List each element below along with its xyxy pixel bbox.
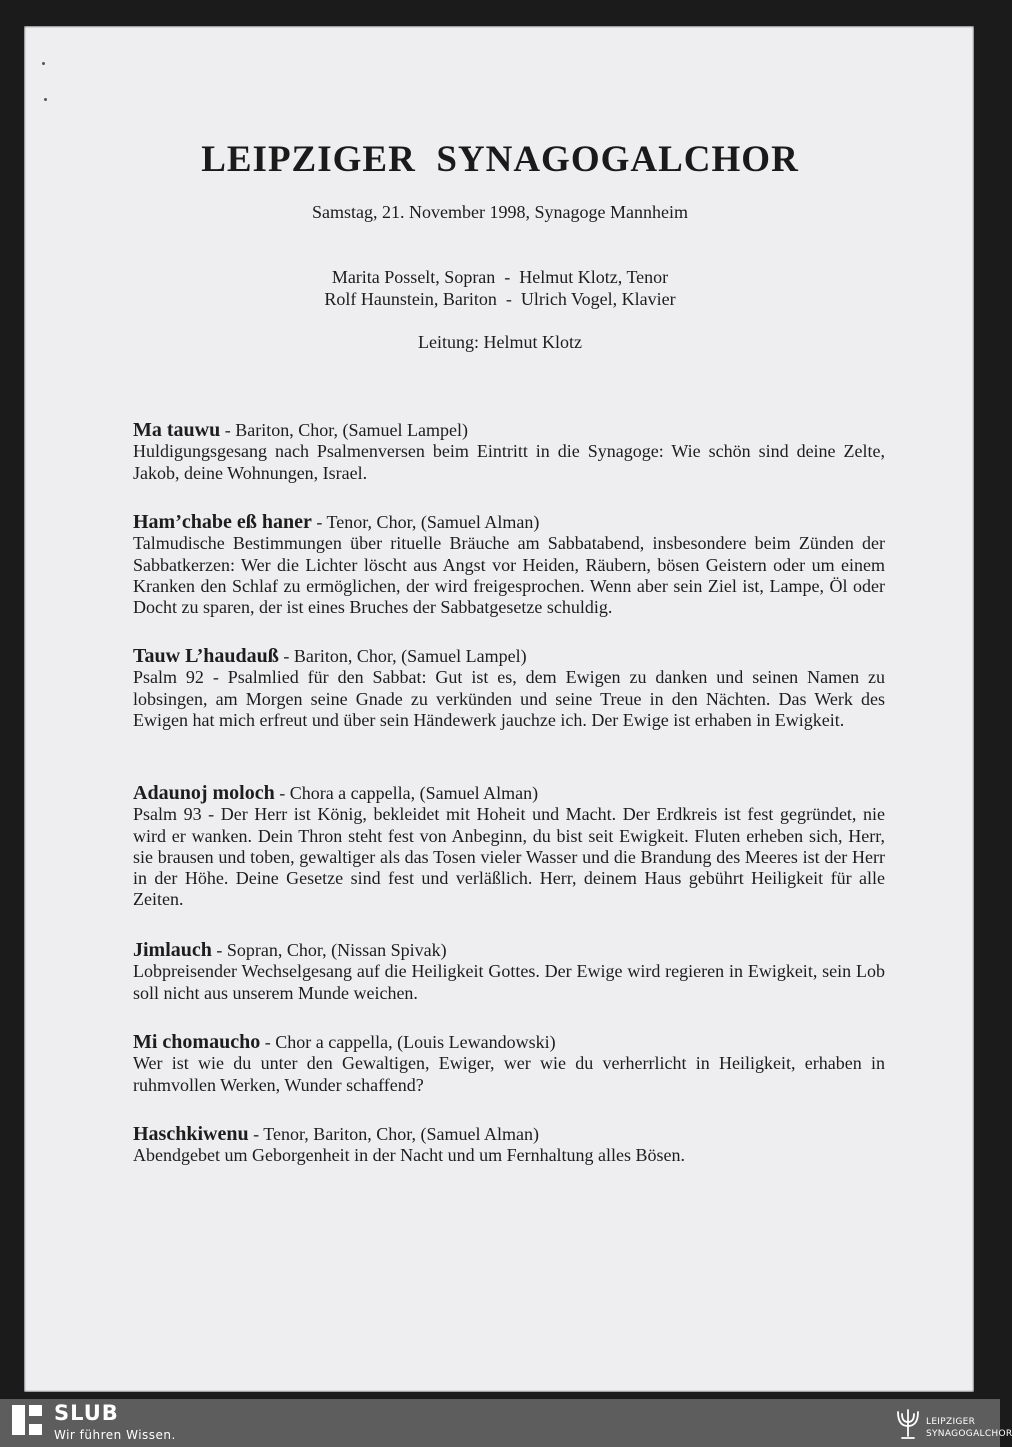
item-description: Lobpreisender Wechselgesang auf die Heiligkeit Gottes. Der Ewige wird regieren in Ewigkeit, sein Lob soll nicht aus unserem Munde weichen. [133, 961, 885, 1003]
slub-brand[interactable]: SLUB [54, 1401, 119, 1425]
item-title: Haschkiwenu [133, 1123, 249, 1145]
date-line: Samstag, 21. November 1998, Synagoge Mannheim [312, 202, 688, 222]
item-meta: - Sopran, Chor, (Nissan Spivak) [211, 940, 447, 960]
program-item [133, 783, 885, 911]
scan-speck [42, 62, 45, 65]
item-title: Mi chomaucho [133, 1031, 261, 1053]
performers-line-1: Marita Posselt, Sopran - Helmut Klotz, Tenor [331, 267, 669, 287]
item-title: Tauw L’haudauß [133, 645, 279, 667]
item-description: Huldigungsgesang nach Psalmenversen beim Eintritt in die Synagoge: Wie schön sind deine Zelte, Jakob, deine Wohnungen, Israel. [133, 441, 885, 483]
item-description: Psalm 93 - Der Herr ist König, bekleidet mit Hoheit und Macht. Der Erdkreis ist fest gegründet, nie wird er wanken. Dein Thron steht fest von Anbeginn, du bist seit Ewigkeit. Fluten erheben sich, Herr, sie brausen und toben, gewaltiger als das Tosen vieler Wasser und die Brandung des Meeres ist der Herr in der Höhe. Deine Gesetze sind fest und verläßlich. Herr, deinem Haus gebührt Heiligkeit für alle Zeiten. [133, 804, 885, 910]
slub-tagline: Wir führen Wissen. [54, 1428, 176, 1442]
item-title: Jimlauch [133, 939, 212, 961]
program-item [133, 1032, 885, 1096]
item-meta: - Tenor, Chor, (Samuel Alman) [311, 512, 540, 532]
item-description: Talmudische Bestimmungen über rituelle Bräuche am Sabbatabend, insbesondere beim Zünden der Sabbatkerzen: Wer die Lichter löscht aus Angst vor Heiden, Räubern, bösen Geistern oder um einem Kranken den Schlaf zu ermöglichen, der wird freigesprochen. Wenn aber sein Ziel ist, Lampe, Öl oder Docht zu sparen, der ist eines Bruches der Sabbatgesetze schuldig. [133, 533, 885, 618]
partner-line-1: LEIPZIGER [926, 1417, 976, 1427]
item-meta: - Bariton, Chor, (Samuel Lampel) [220, 420, 468, 440]
item-meta: - Chor a cappella, (Louis Lewandowski) [260, 1032, 556, 1052]
item-description: Psalm 92 - Psalmlied für den Sabbat: Gut ist es, dem Ewigen zu danken und seinen Namen zu lobsingen, am Morgen seine Gnade zu verkünden und seine Treue in den Nächten. Das Werk des Ewigen hat mich erfreut und über sein Händewerk jauchze ich. Der Ewige ist erhaben in Ewigkeit. [133, 667, 885, 730]
performers-line-2: Rolf Haunstein, Bariton - Ulrich Vogel, Klavier [324, 289, 676, 309]
page-title: LEIPZIGER SYNAGOGALCHOR [201, 139, 799, 180]
slub-logo-icon[interactable] [12, 1405, 42, 1435]
item-title: Adaunoj moloch [133, 782, 275, 804]
scan-speck [44, 98, 47, 101]
program-item [133, 646, 885, 731]
menorah-icon [894, 1404, 922, 1442]
program-item [133, 940, 885, 1004]
program-item [133, 1124, 885, 1167]
item-title: Ma tauwu [133, 419, 221, 441]
item-meta: - Bariton, Chor, (Samuel Lampel) [278, 646, 527, 666]
item-description: Wer ist wie du unter den Gewaltigen, Ewiger, wer wie du verherrlicht in Heiligkeit, erhaben in ruhmvollen Werken, Wunder schaffend? [133, 1053, 885, 1095]
conductor-line: Leitung: Helmut Klotz [418, 332, 582, 352]
item-description: Abendgebet um Geborgenheit in der Nacht und um Fernhaltung alles Bösen. [133, 1145, 686, 1166]
item-title: Ham’chabe eß haner [133, 511, 312, 533]
item-meta: - Chora a cappella, (Samuel Alman) [274, 783, 539, 803]
item-meta: - Tenor, Bariton, Chor, (Samuel Alman) [248, 1124, 540, 1144]
program-item [133, 512, 885, 618]
viewer-footer [0, 1399, 1012, 1447]
program-item [133, 420, 885, 484]
partner-line-2: SYNAGOGALCHOR [926, 1429, 1012, 1439]
partner-name [926, 1416, 1012, 1440]
